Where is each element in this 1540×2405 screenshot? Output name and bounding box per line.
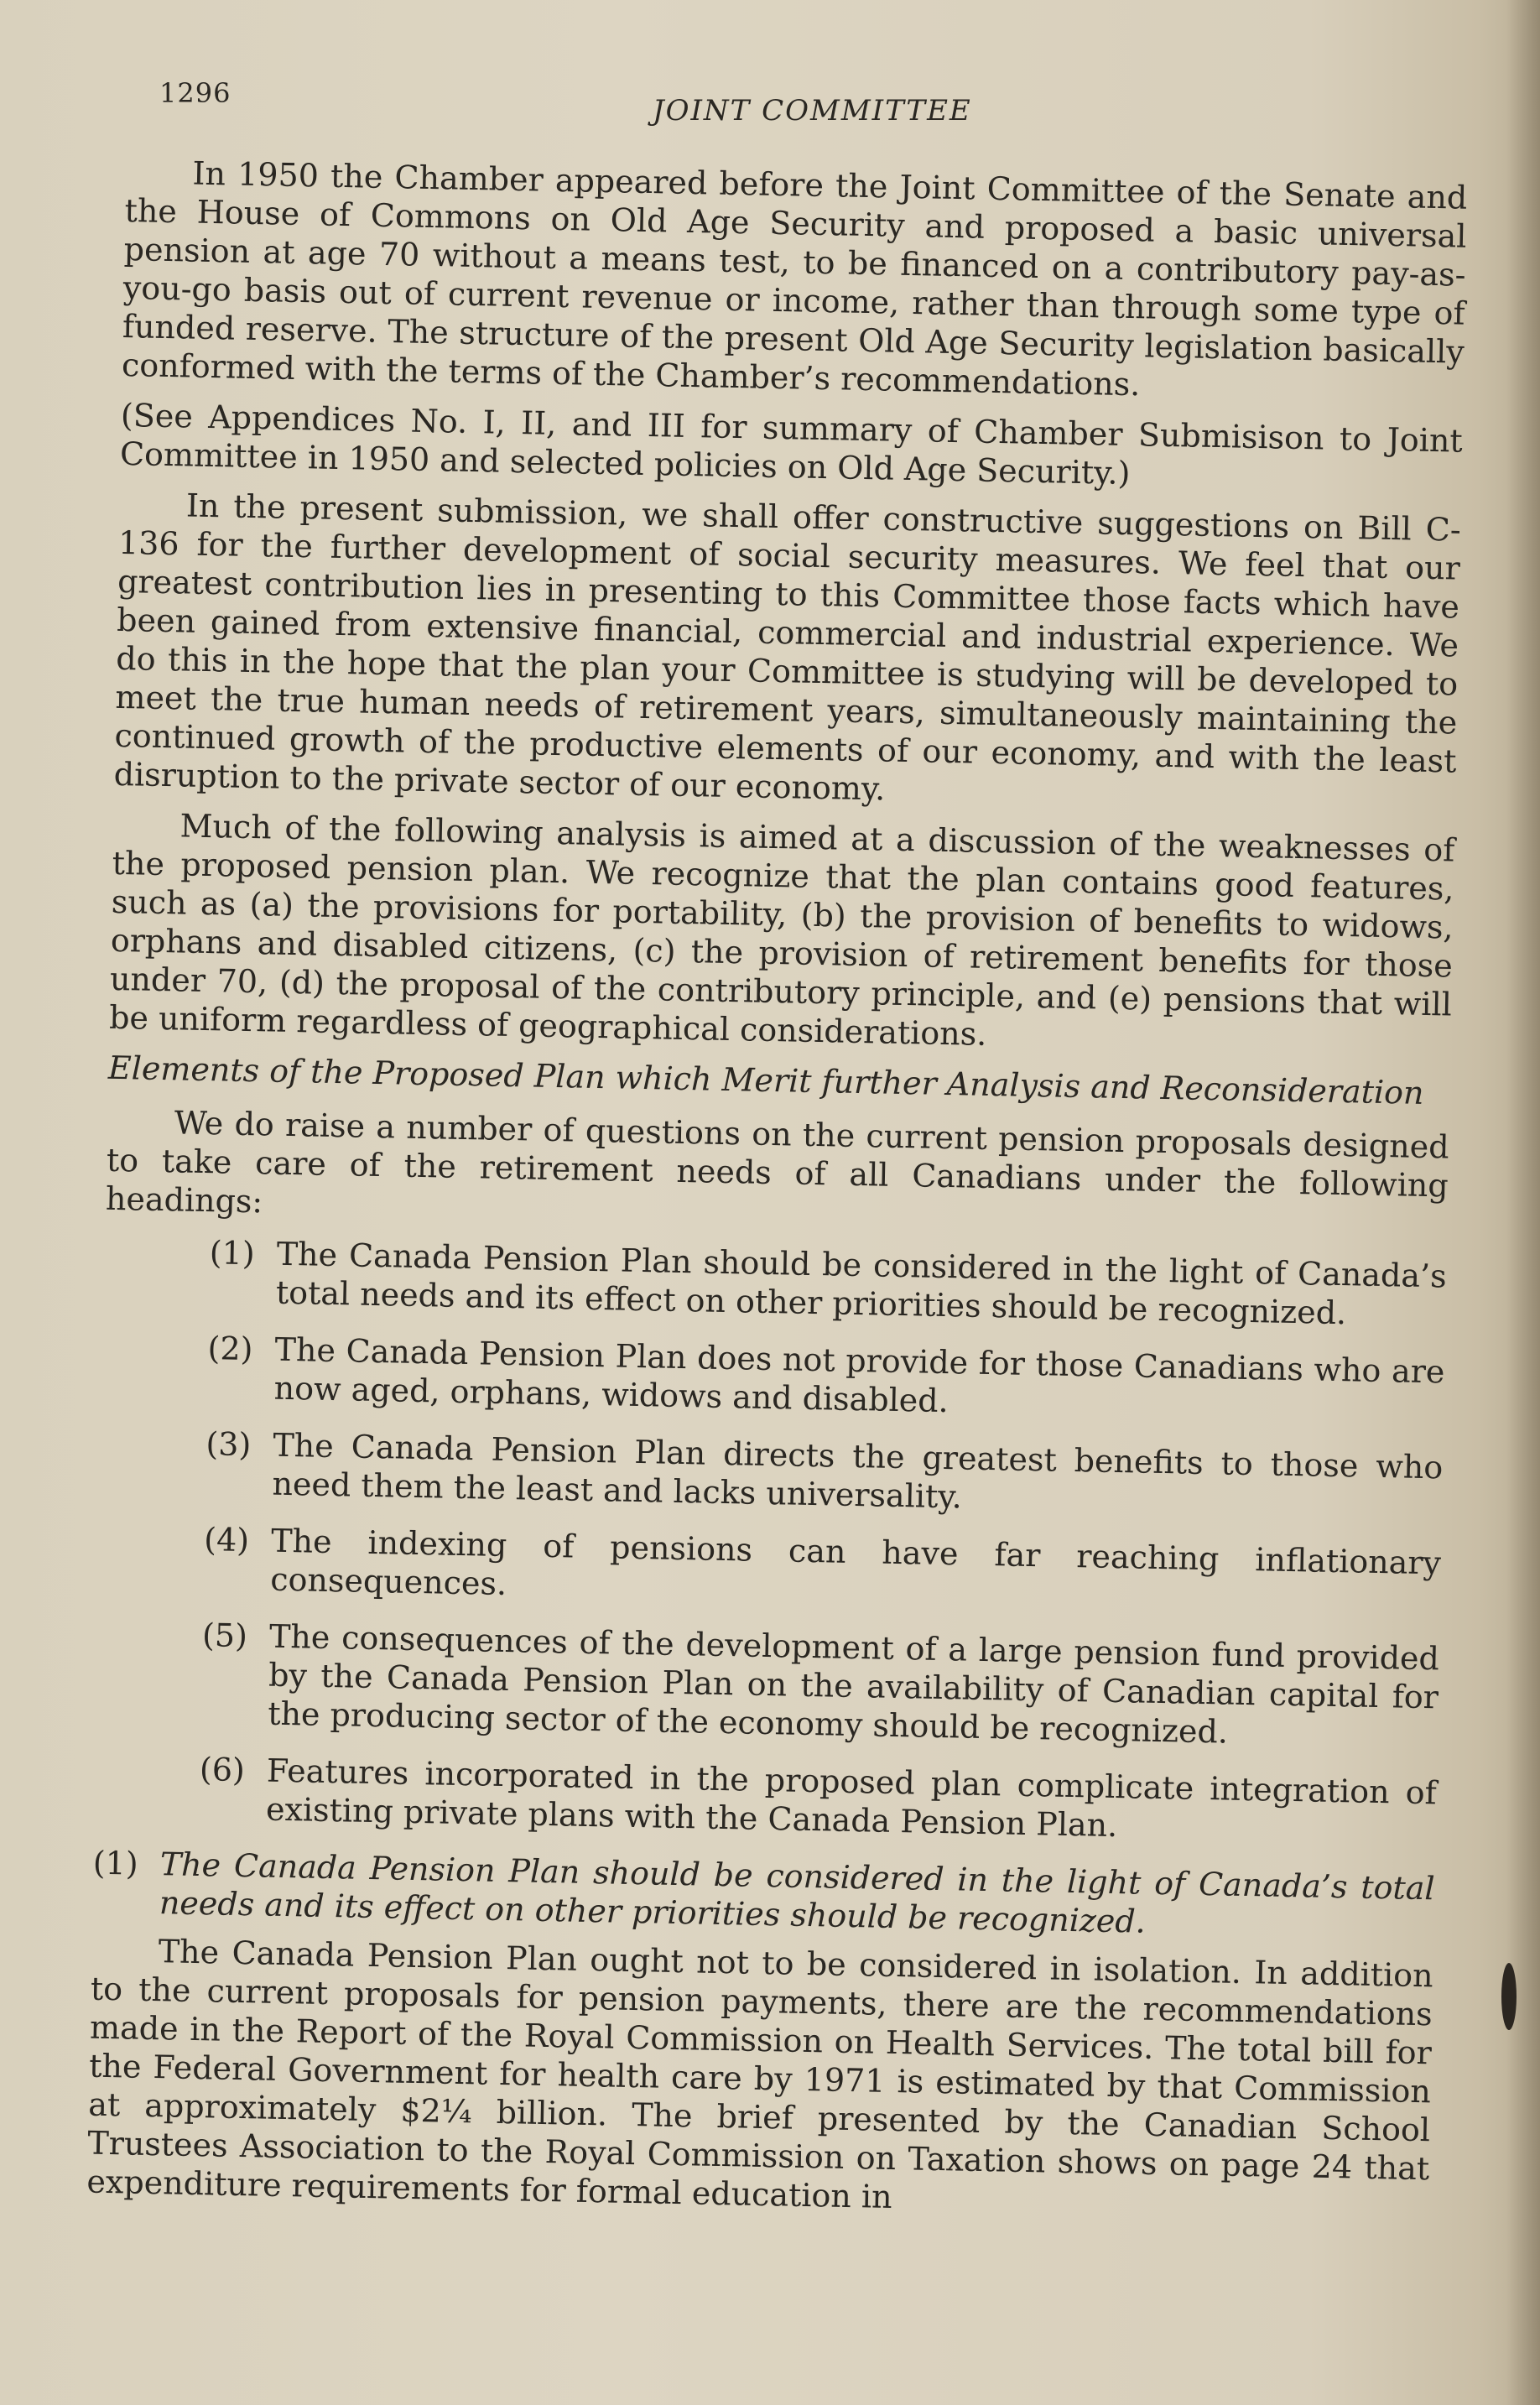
- paragraph-3: In the present submission, we shall offer constructive suggestions on Bill C-136 for the further development of social security measures. We feel that our greatest contribution lies in presenting to this Committee those facts which have been gained from extensive financial, commercial and industrial experience. We do this in the hope that the plan your Committee is studying will be developed to meet the true human needs of retirement years, simultaneously maintaining the continued growth of the productive elements of our economy, and with the least disruption to the private sector of our economy.: [113, 487, 1462, 808]
- body-text: [86, 153, 1468, 2238]
- list-item-text: The indexing of pensions can have far reaching inflationary consequences.: [269, 1522, 1442, 1603]
- section-number: (1): [92, 1844, 139, 1882]
- list-item-text: The Canada Pension Plan directs the greatest benefits to those who need them the least and lacks universality.: [272, 1426, 1444, 1516]
- list-item: [101, 1327, 1444, 1430]
- list-item-number: (5): [201, 1616, 248, 1655]
- list-item-number: (4): [203, 1521, 250, 1559]
- list-item-text: The consequences of the development of a large pension fund provided by the Canada Pension Plan on the availability of Canadian capital for the producing sector of the economy should be recognized.: [267, 1617, 1440, 1751]
- list-item: [96, 1614, 1439, 1756]
- paragraph-6: The Canada Pension Plan ought not to be considered in isolation. In addition to the current proposals for pension payments, there are the recommendations made in the Report of the Royal Commission on Health Services. The total bill for the Federal Government for health care by 1971 is estimated by that Commission at approximately $2¼ billion. The brief presented by the Canadian School Trustees Association to the Royal Commission on Taxation shows on page 24 that expenditure requirements for formal education in: [86, 1933, 1433, 2215]
- list-item: [100, 1423, 1443, 1526]
- paragraph-5: We do raise a number of questions on the current pension proposals designed to take care of the retirement needs of all Canadians under the following headings:: [105, 1104, 1449, 1221]
- list-item-number: (6): [199, 1751, 246, 1789]
- list-item-number: (2): [207, 1330, 253, 1368]
- section-heading-text: The Canada Pension Plan should be considered in the light of Canada’s total needs and its effect on other priorities should be recognized.: [159, 1845, 1435, 1940]
- subheading: Elements of the Proposed Plan which Merit further Analysis and Reconsideration: [107, 1049, 1424, 1111]
- running-head: JOINT COMMITTEE: [653, 94, 972, 128]
- section-heading: [92, 1844, 1435, 1947]
- paragraph-4: Much of the following analysis is aimed at a discussion of the weaknesses of the proposed pension plan. We recognize that the plan contains good features, such as (a) the provisions for portability, (b) the provision of benefits to widows, orphans and disabled citizens, (c) the provision of retirement benefits for those under 70, (d) the proposal of the contributory principle, and (e) pensions that will be uniform regardless of geographical considerations.: [108, 807, 1455, 1053]
- paragraph-2: (See Appendices No. I, II, and III for summary of Chamber Submisison to Joint Committee in 1950 and selected policies on Old Age Security.): [119, 396, 1464, 492]
- list-item: [94, 1748, 1437, 1851]
- page-number: 1296: [159, 77, 232, 109]
- page-edge-mark: [1501, 1963, 1517, 2030]
- paragraph-1: In 1950 the Chamber appeared before the Joint Committee of the Senate and the House of Commons on Old Age Security and proposed a basic universal pension at age 70 without a means test, to be financed on a contributory pay-as-you-go basis out of current revenue or income, rather than through some type of funded reserve. The structure of the present Old Age Security legislation basically conformed with the terms of the Chamber’s recommendations.: [121, 154, 1468, 403]
- list-item-text: Features incorporated in the proposed plan complicate integration of existing private plans with the Canada Pension Plan.: [265, 1752, 1438, 1845]
- headings-list: [94, 1231, 1447, 1851]
- list-item-number: (1): [209, 1234, 256, 1273]
- page-gutter-shadow: [1506, 0, 1540, 2405]
- list-item-text: The Canada Pension Plan does not provide for those Canadians who are now aged, orphans, widows and disabled.: [273, 1330, 1445, 1420]
- list-item-number: (3): [206, 1425, 252, 1464]
- list-item: [98, 1518, 1441, 1622]
- list-item: [104, 1231, 1447, 1335]
- list-item-text: The Canada Pension Plan should be considered in the light of Canada’s total needs and its effect on other priorities should be recognized.: [275, 1235, 1447, 1332]
